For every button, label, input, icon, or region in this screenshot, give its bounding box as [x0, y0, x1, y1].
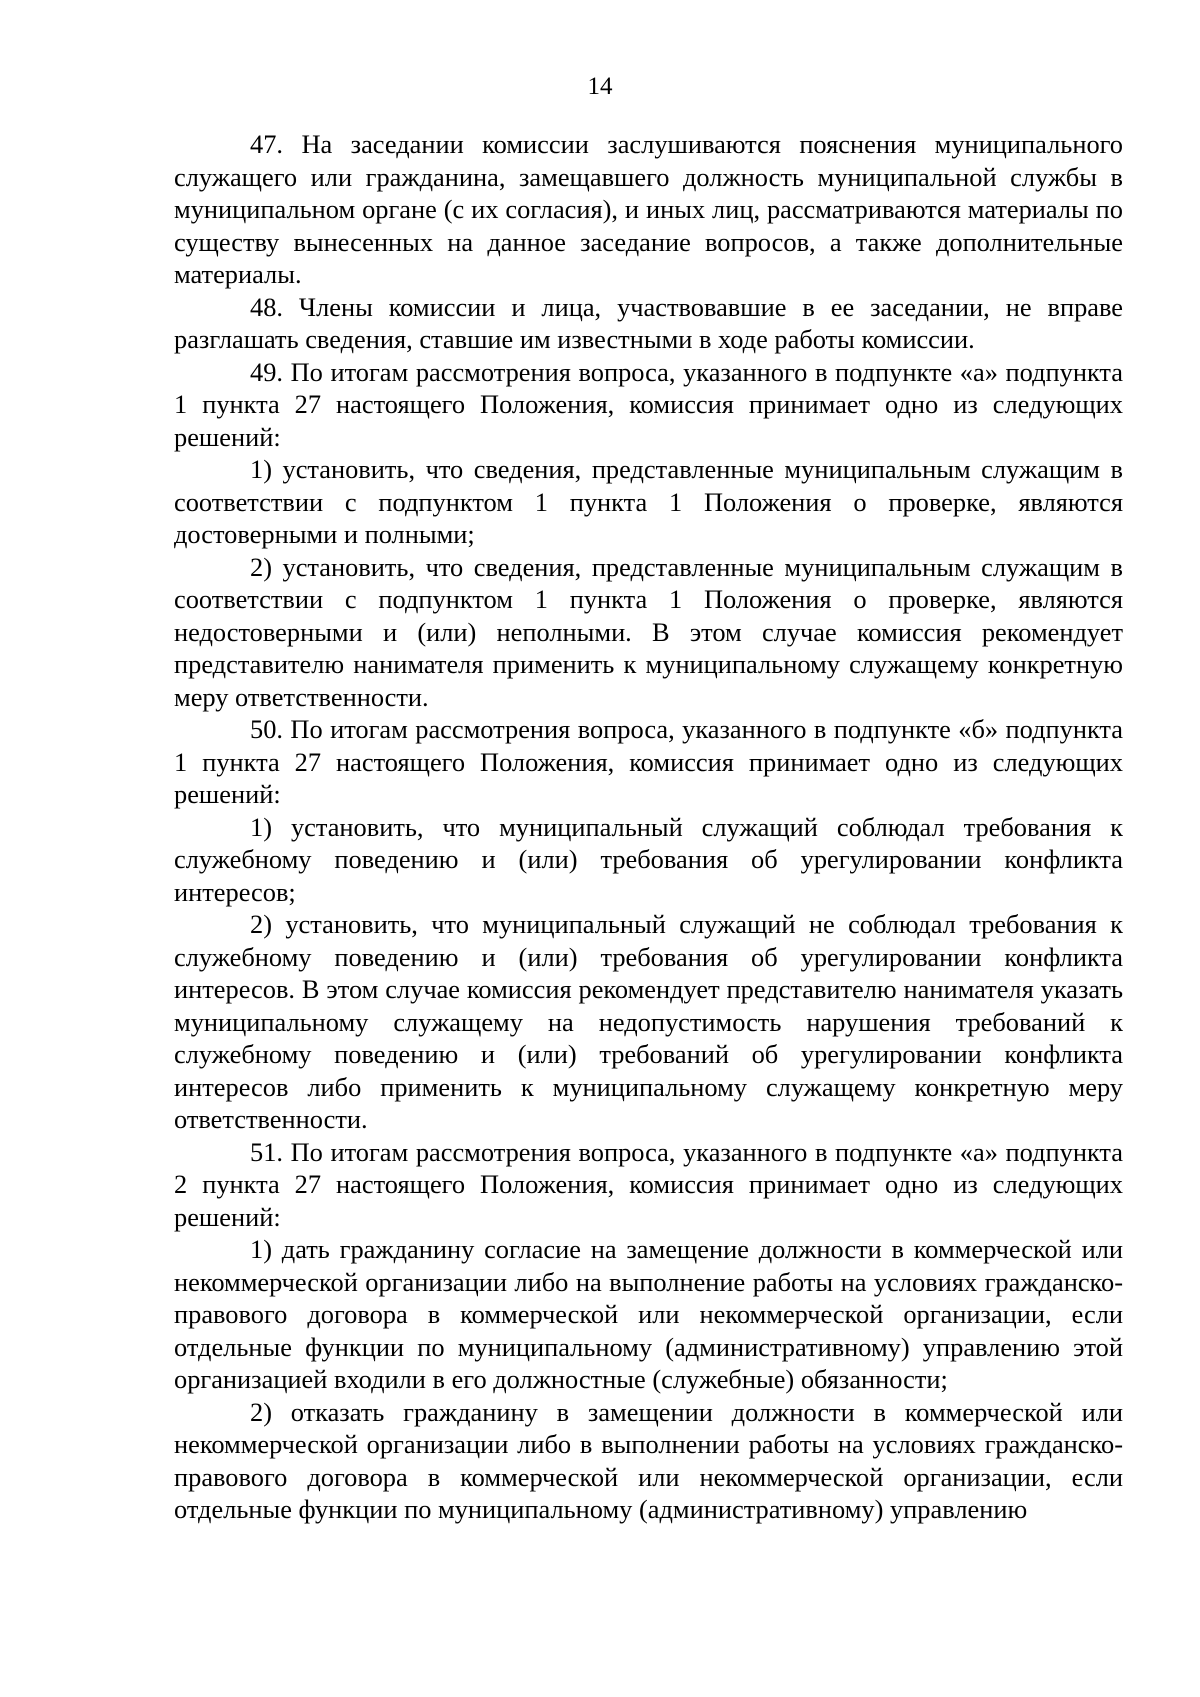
paragraph-51-item-2: 2) отказать гражданину в замещении должности в коммерческой или некоммерческой организации либо в выполнении работы на условиях гражданско-правового договора в коммерческой или некоммерческой организации, если отдельные функции по муниципальному (административному) управлению	[174, 1396, 1123, 1524]
page-number: 14	[587, 73, 613, 100]
paragraph-51-item-1: 1) дать гражданину согласие на замещение должности в коммерческой или некоммерческой организации либо на выполнение работы на условиях гражданско-правового договора в коммерческой или некоммерческой организации, если отдельные функции по муниципальному (административному) управлению этой организацией входили в его должностные (служебные) обязанности;	[174, 1234, 1123, 1394]
paragraph-49-item-1: 1) установить, что сведения, представленные муниципальным служащим в соответствии с подпунктом 1 пункта 1 Положения о проверке, являются достоверными и полными;	[174, 454, 1123, 549]
paragraph-50-item-1: 1) установить, что муниципальный служащий соблюдал требования к служебному поведению и (или) требования об урегулировании конфликта интересов;	[174, 811, 1123, 907]
paragraph-50-item-2: 2) установить, что муниципальный служащий не соблюдал требования к служебному поведению и (или) требования об урегулировании конфликта интересов. В этом случае комиссия рекомендует представителю нанимателя указать муниципальному служащему на недопустимость нарушения требований к служебному поведению и (или) требований об урегулировании конфликта интересов либо применить к муниципальному служащему конкретную меру ответственности.	[174, 909, 1123, 1134]
paragraph-49: 49. По итогам рассмотрения вопроса, указанного в подпункте «а» подпункта 1 пункта 27 настоящего Положения, комиссия принимает одно из следующих решений:	[174, 356, 1123, 452]
document-body	[174, 128, 1123, 1526]
paragraph-51: 51. По итогам рассмотрения вопроса, указанного в подпункте «а» подпункта 2 пункта 27 настоящего Положения, комиссия принимает одно из следующих решений:	[174, 1136, 1123, 1232]
paragraph-48: 48. Члены комиссии и лица, участвовавшие в ее заседании, не вправе разглашать сведения, ставшие им известными в ходе работы комиссии.	[174, 291, 1123, 354]
paragraph-49-item-2: 2) установить, что сведения, представленные муниципальным служащим в соответствии с подпунктом 1 пункта 1 Положения о проверке, являются недостоверными и (или) неполными. В этом случае комиссия рекомендует представителю нанимателя применить к муниципальному служащему конкретную меру ответственности.	[174, 551, 1123, 712]
paragraph-50: 50. По итогам рассмотрения вопроса, указанного в подпункте «б» подпункта 1 пункта 27 настоящего Положения, комиссия принимает одно из следующих решений:	[174, 714, 1123, 809]
paragraph-47: 47. На заседании комиссии заслушиваются пояснения муниципального служащего или гражданина, замещавшего должность муниципальной службы в муниципальном органе (с их согласия), и иных лиц, рассматриваются материалы по существу вынесенных на данное заседание вопросов, а также дополнительные материалы.	[174, 129, 1123, 289]
